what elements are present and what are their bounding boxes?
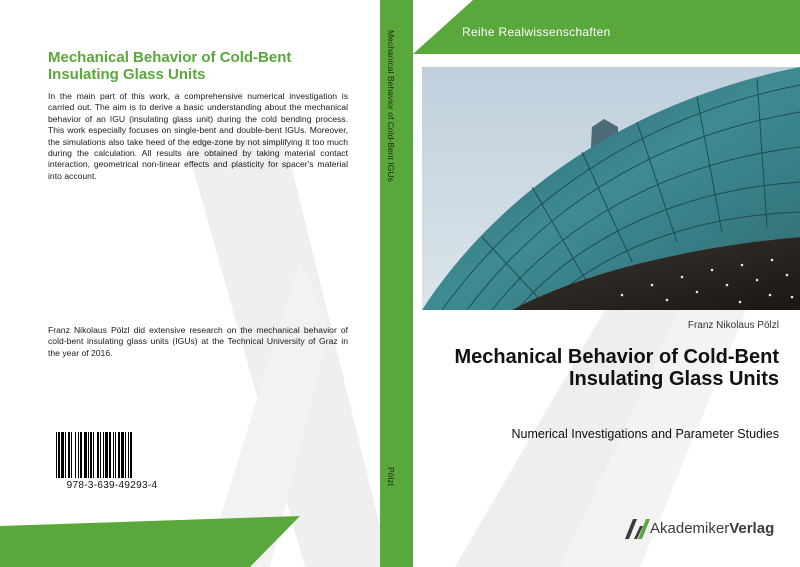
publisher-logo <box>624 517 784 541</box>
av-logo-icon <box>624 517 650 541</box>
book-spine <box>380 0 413 567</box>
publisher-name: AkademikerVerlag <box>650 520 775 537</box>
author-bio: Franz Nikolaus Pölzl did extensive research on the mechanical behavior of cold-bent insulating glass units (IGUs) at the Technical University of Graz in the year of 2016. <box>48 325 348 358</box>
barcode-icon <box>54 432 170 478</box>
back-cover-blurb: In the main part of this work, a comprehensive numerical investigation is carried out. The aim is to derive a basic understanding about the mechanical behavior of an IGU (insulating glass unit) during the cold bending process. This work especially focuses on single-bent and double-bent IGUs. Moreover, the simulations also take heed of the edge-zone by not simplifying it too much during the calculation. All results are obtained by taking material contact interaction, geometrical non-linear effects and plasticity for spacer's material into account. <box>48 91 348 181</box>
front-title: Mechanical Behavior of Cold-Bent Insulating Glass Units <box>454 346 779 390</box>
back-cover-title: Mechanical Behavior of Cold-Bent Insulating Glass Units <box>48 49 292 83</box>
front-subtitle: Numerical Investigations and Parameter Studies <box>511 427 779 441</box>
front-author: Franz Nikolaus Pölzl <box>687 320 779 331</box>
spine-title: Mechanical Behavior of Cold-Bent IGUs <box>386 30 396 182</box>
isbn-barcode <box>54 432 170 494</box>
series-label: Reihe Realwissenschaften <box>462 25 611 39</box>
spine-author: Pölzl <box>386 467 396 486</box>
glass-building-photo <box>422 67 800 310</box>
back-green-strip <box>0 516 300 567</box>
isbn-number: 978-3-639-49293-4 <box>66 480 158 491</box>
